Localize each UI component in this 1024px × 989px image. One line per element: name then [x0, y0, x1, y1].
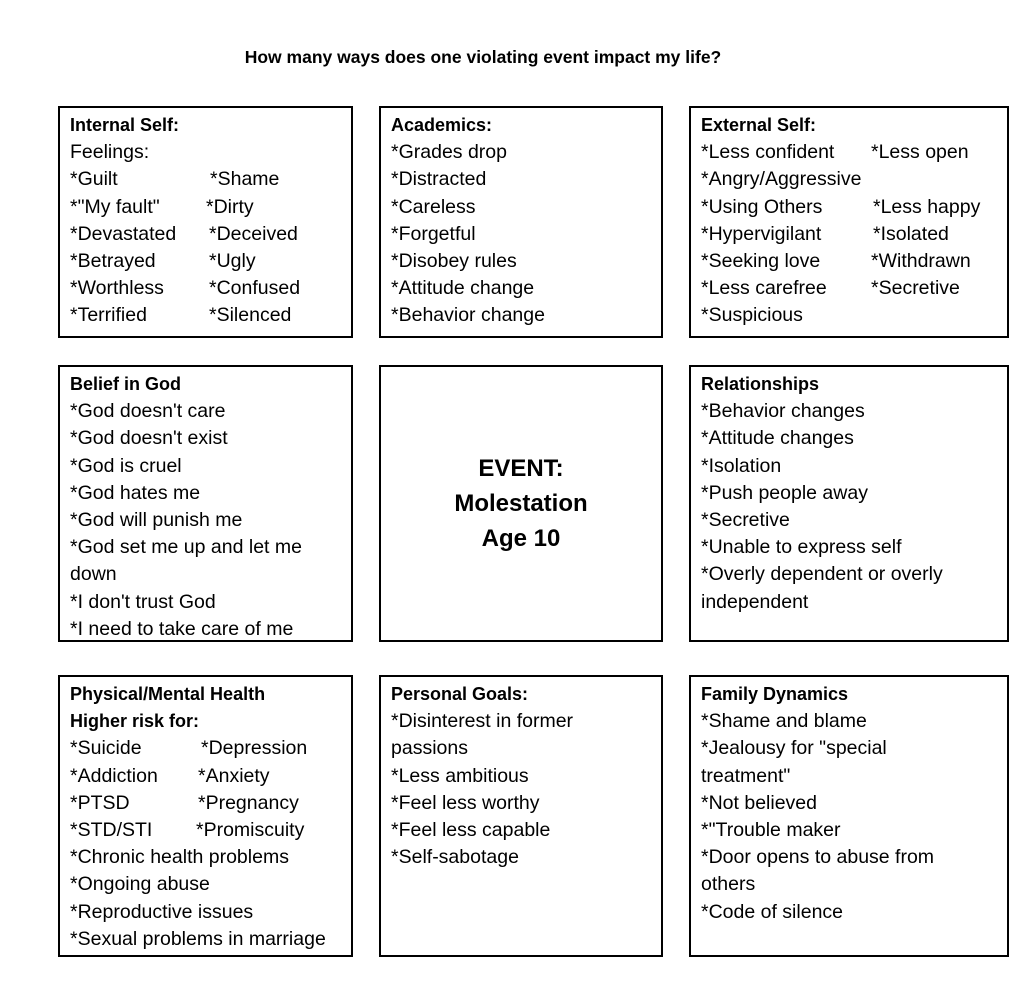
belief-in-god-box — [58, 365, 353, 642]
belief-item: *God set me up and let me — [70, 536, 302, 559]
external-item: *Suspicious — [701, 304, 803, 327]
health-item: *Anxiety — [198, 764, 270, 787]
academics-item: *Disobey rules — [391, 249, 517, 272]
relationship-item: *Behavior changes — [701, 400, 865, 423]
external-row — [701, 221, 999, 248]
goal-item: *Feel less capable — [391, 818, 551, 841]
belief-item: *God will punish me — [70, 508, 243, 531]
relationship-item: *Overly dependent or overly — [701, 563, 943, 586]
external-item: *Hypervigilant — [701, 222, 822, 245]
goal-item: *Feel less worthy — [391, 791, 540, 814]
health-row — [70, 735, 343, 762]
relationship-item: *Unable to express self — [701, 536, 902, 559]
event-label: EVENT: — [478, 455, 564, 482]
personal-goals-box — [379, 675, 663, 957]
feeling-row — [70, 221, 343, 248]
feeling-item: *Deceived — [209, 222, 298, 245]
external-row — [701, 248, 999, 275]
goal-item: passions — [391, 737, 468, 760]
feeling-item: *Devastated — [70, 222, 177, 245]
belief-in-god-heading: Belief in God — [70, 374, 182, 394]
feeling-item: *Dirty — [206, 195, 254, 218]
feeling-item: *Shame — [210, 168, 280, 191]
feeling-item: *"My fault" — [70, 195, 160, 218]
feeling-item: *Worthless — [70, 277, 164, 300]
family-item: treatment" — [701, 764, 791, 787]
health-heading: Physical/Mental Health — [70, 684, 266, 704]
event-age: Age 10 — [481, 525, 561, 552]
external-item: *Less happy — [873, 195, 981, 218]
external-row — [701, 275, 999, 302]
health-item: *Depression — [201, 737, 308, 760]
health-item: *Sexual problems in marriage — [70, 927, 326, 950]
family-item: *Not believed — [701, 791, 817, 814]
feeling-row — [70, 302, 343, 329]
personal-goals-heading: Personal Goals: — [391, 684, 529, 704]
external-item: *Withdrawn — [871, 249, 971, 272]
feeling-row — [70, 275, 343, 302]
academics-heading: Academics: — [391, 115, 493, 135]
internal-self-heading: Internal Self: — [70, 115, 180, 135]
health-subheading: Higher risk for: — [70, 711, 200, 732]
belief-item: *I need to take care of me — [70, 617, 294, 640]
belief-item: *God hates me — [70, 481, 201, 504]
feeling-row — [70, 166, 343, 193]
feeling-item: *Terrified — [70, 304, 147, 327]
family-item: *Shame and blame — [701, 710, 867, 733]
academics-item: *Careless — [391, 195, 476, 218]
goal-item: *Self-sabotage — [391, 846, 519, 869]
relationship-item: *Isolation — [701, 454, 782, 477]
health-item: *Addiction — [70, 764, 158, 787]
academics-item: *Behavior change — [391, 304, 545, 327]
health-item: *Pregnancy — [198, 791, 299, 814]
health-box — [58, 675, 353, 957]
academics-item: *Grades drop — [391, 141, 507, 164]
external-item: *Using Others — [701, 195, 823, 218]
relationship-item: *Secretive — [701, 508, 790, 531]
event-type: Molestation — [454, 490, 588, 517]
feeling-row — [70, 194, 343, 221]
external-self-heading: External Self: — [701, 115, 817, 135]
external-item: *Isolated — [873, 222, 949, 245]
belief-item: *God doesn't care — [70, 400, 226, 423]
feeling-item: *Ugly — [209, 249, 256, 272]
family-item: *Code of silence — [701, 900, 844, 923]
relationship-item: *Push people away — [701, 481, 868, 504]
health-row — [70, 763, 343, 790]
health-row — [70, 790, 343, 817]
goal-item: *Disinterest in former — [391, 710, 574, 733]
internal-self-box — [58, 106, 353, 338]
feeling-row — [70, 248, 343, 275]
belief-item: down — [70, 563, 117, 586]
feelings-subheading: Feelings: — [70, 141, 150, 164]
health-item: *PTSD — [70, 791, 130, 814]
relationships-box — [689, 365, 1009, 642]
academics-item: *Attitude change — [391, 277, 535, 300]
health-row — [70, 817, 343, 844]
feeling-item: *Betrayed — [70, 249, 156, 272]
health-item: *Suicide — [70, 737, 142, 760]
relationship-item: *Attitude changes — [701, 427, 854, 450]
external-row — [701, 194, 999, 221]
external-row — [701, 139, 999, 166]
relationship-item: independent — [701, 590, 809, 613]
feeling-item: *Silenced — [209, 304, 292, 327]
relationships-heading: Relationships — [701, 374, 820, 394]
belief-item: *God is cruel — [70, 454, 182, 477]
family-dynamics-box — [689, 675, 1009, 957]
family-item: *"Trouble maker — [701, 818, 841, 841]
academics-box — [379, 106, 663, 338]
family-item: *Jealousy for "special — [701, 737, 887, 760]
external-self-box — [689, 106, 1009, 338]
family-dynamics-heading: Family Dynamics — [701, 684, 849, 704]
external-item: *Less confident — [701, 141, 835, 164]
external-item: *Secretive — [871, 277, 960, 300]
academics-item: *Distracted — [391, 168, 487, 191]
health-item: *Reproductive issues — [70, 900, 254, 923]
belief-item: *God doesn't exist — [70, 427, 228, 450]
feeling-item: *Guilt — [70, 168, 118, 191]
event-box — [379, 365, 663, 642]
goal-item: *Less ambitious — [391, 764, 529, 787]
page-title: How many ways does one violating event impact my life? — [244, 47, 722, 67]
external-item: *Angry/Aggressive — [701, 168, 862, 191]
family-item: *Door opens to abuse from — [701, 846, 935, 869]
external-item: *Less open — [871, 141, 969, 164]
health-item: *Promiscuity — [196, 818, 305, 841]
belief-item: *I don't trust God — [70, 590, 216, 613]
health-item: *STD/STI — [70, 818, 153, 841]
academics-item: *Forgetful — [391, 222, 476, 245]
health-item: *Chronic health problems — [70, 846, 289, 869]
family-item: others — [701, 873, 756, 896]
feeling-item: *Confused — [209, 277, 301, 300]
external-item: *Less carefree — [701, 277, 827, 300]
external-item: *Seeking love — [701, 249, 821, 272]
health-item: *Ongoing abuse — [70, 873, 210, 896]
